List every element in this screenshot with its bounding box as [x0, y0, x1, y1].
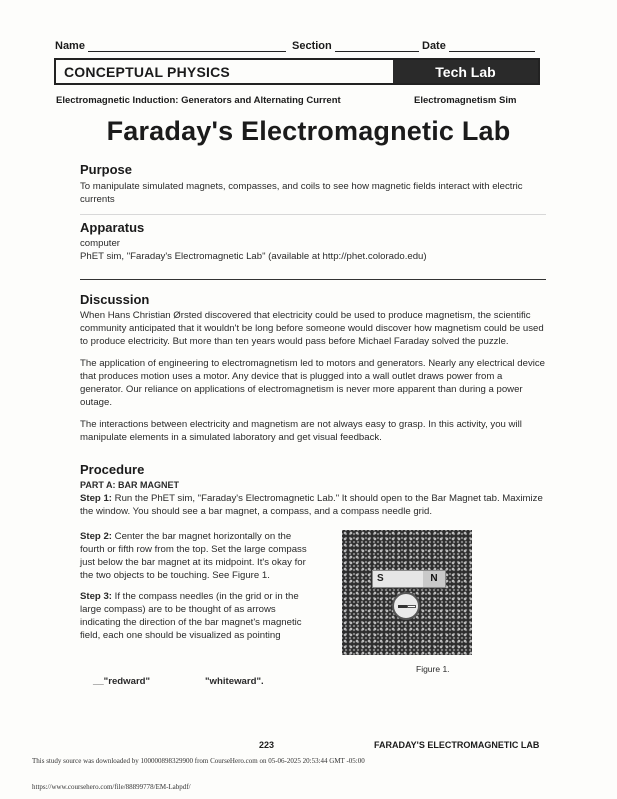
procedure-section [80, 462, 548, 518]
part-a-heading: PART A: BAR MAGNET [80, 480, 179, 490]
page-title: Faraday's Electromagnetic Lab [106, 116, 511, 146]
date-field-row [422, 40, 535, 52]
page-number: 223 [259, 740, 275, 750]
purpose-text: To manipulate simulated magnets, compasses, and coils to see how magnetic fields interact with electric currents [80, 181, 523, 205]
discussion-heading: Discussion [80, 292, 150, 307]
figure-caption: Figure 1. [416, 664, 450, 674]
steps-column [80, 530, 308, 642]
step-2 [80, 530, 308, 582]
sim-subtitle: Electromagnetism Sim [414, 95, 517, 106]
step-3-text: If the compass needles (in the grid or in the large compass) are to be thought of as arrows indicating the direction of the bar magnet's magnetic field, each one should be visualized as pointing [80, 591, 302, 641]
north-pole-label: N [423, 571, 445, 587]
purpose-heading: Purpose [80, 162, 133, 177]
section-rule [80, 279, 546, 280]
compass-needle-white [407, 605, 416, 608]
purpose-section [80, 162, 546, 206]
step-1-label: Step 1: [80, 493, 112, 504]
source-url[interactable]: https://www.coursehero.com/file/88899778/EM-Labpdf/ [32, 783, 191, 791]
figure-1-image [342, 530, 472, 655]
apparatus-heading: Apparatus [80, 220, 145, 235]
name-label: Name [55, 40, 85, 52]
divider [80, 214, 546, 215]
source-line: This study source was downloaded by 100000898329900 from CourseHero.com on 05-06-2025 20:53:44 GMT -05:00 [32, 757, 365, 765]
course-name: CONCEPTUAL PHYSICS [64, 63, 230, 80]
procedure-heading: Procedure [80, 462, 145, 477]
step-3-label: Step 3: [80, 591, 112, 602]
date-blank [449, 41, 535, 52]
bar-magnet [372, 570, 446, 588]
apparatus-section [80, 220, 546, 263]
compass-icon [392, 592, 420, 620]
chapter-subtitle: Electromagnetic Induction: Generators and Alternating Current [56, 95, 341, 106]
compass-needle-red [398, 605, 407, 608]
section-field-row [292, 40, 419, 52]
discussion-paragraph: The interactions between electricity and magnetism are not always easy to grasp. In this activity, you will manipulate elements in a simulated laboratory and get visual feedback. [80, 419, 522, 443]
step-2-label: Step 2: [80, 531, 112, 542]
running-title: FARADAY'S ELECTROMAGNETIC LAB [374, 740, 540, 750]
date-label: Date [422, 40, 446, 52]
discussion-section [80, 292, 548, 444]
step-2-text: Center the bar magnet horizontally on the fourth or fifth row from the top. Set the large compass just below the bar magnet at its midpoint. It's okay for the two objects to be touching. See Figure 1. [80, 531, 307, 581]
step-1 [80, 492, 548, 518]
section-label: Section [292, 40, 332, 52]
choice-redward[interactable]: __"redward" [93, 676, 151, 687]
step-3 [80, 590, 308, 642]
name-blank [88, 41, 286, 52]
apparatus-item: PhET sim, "Faraday's Electromagnetic Lab" (available at http://phet.colorado.edu) [80, 251, 427, 262]
step-1-text: Run the PhET sim, "Faraday's Electromagnetic Lab." It should open to the Bar Magnet tab. Maximize the window. You should see a bar magnet, a compass, and a compass needle grid. [80, 493, 543, 517]
section-blank [335, 41, 419, 52]
name-field-row [55, 40, 286, 52]
discussion-paragraph: The application of engineering to electromagnetism led to motors and generators. Nearly any electrical device that produces motion uses a motor. Any device that is plugged into a wall outlet draws power from a generator. Our reliance on applications of electromagnetism is never more apparent than during a power outage. [80, 358, 546, 408]
apparatus-item: computer [80, 238, 120, 249]
lab-type: Tech Lab [393, 60, 538, 83]
south-pole-label: S [373, 571, 423, 587]
choice-whiteward[interactable]: "whiteward". [205, 676, 264, 687]
discussion-paragraph: When Hans Christian Ørsted discovered that electricity could be used to produce magnetism, the scientific community anticipated that it wouldn't be long before someone would discover how magnetism could be used to produce electricity. But more than ten years would pass before Michael Faraday solved the puzzle. [80, 310, 544, 347]
course-banner [54, 58, 540, 85]
